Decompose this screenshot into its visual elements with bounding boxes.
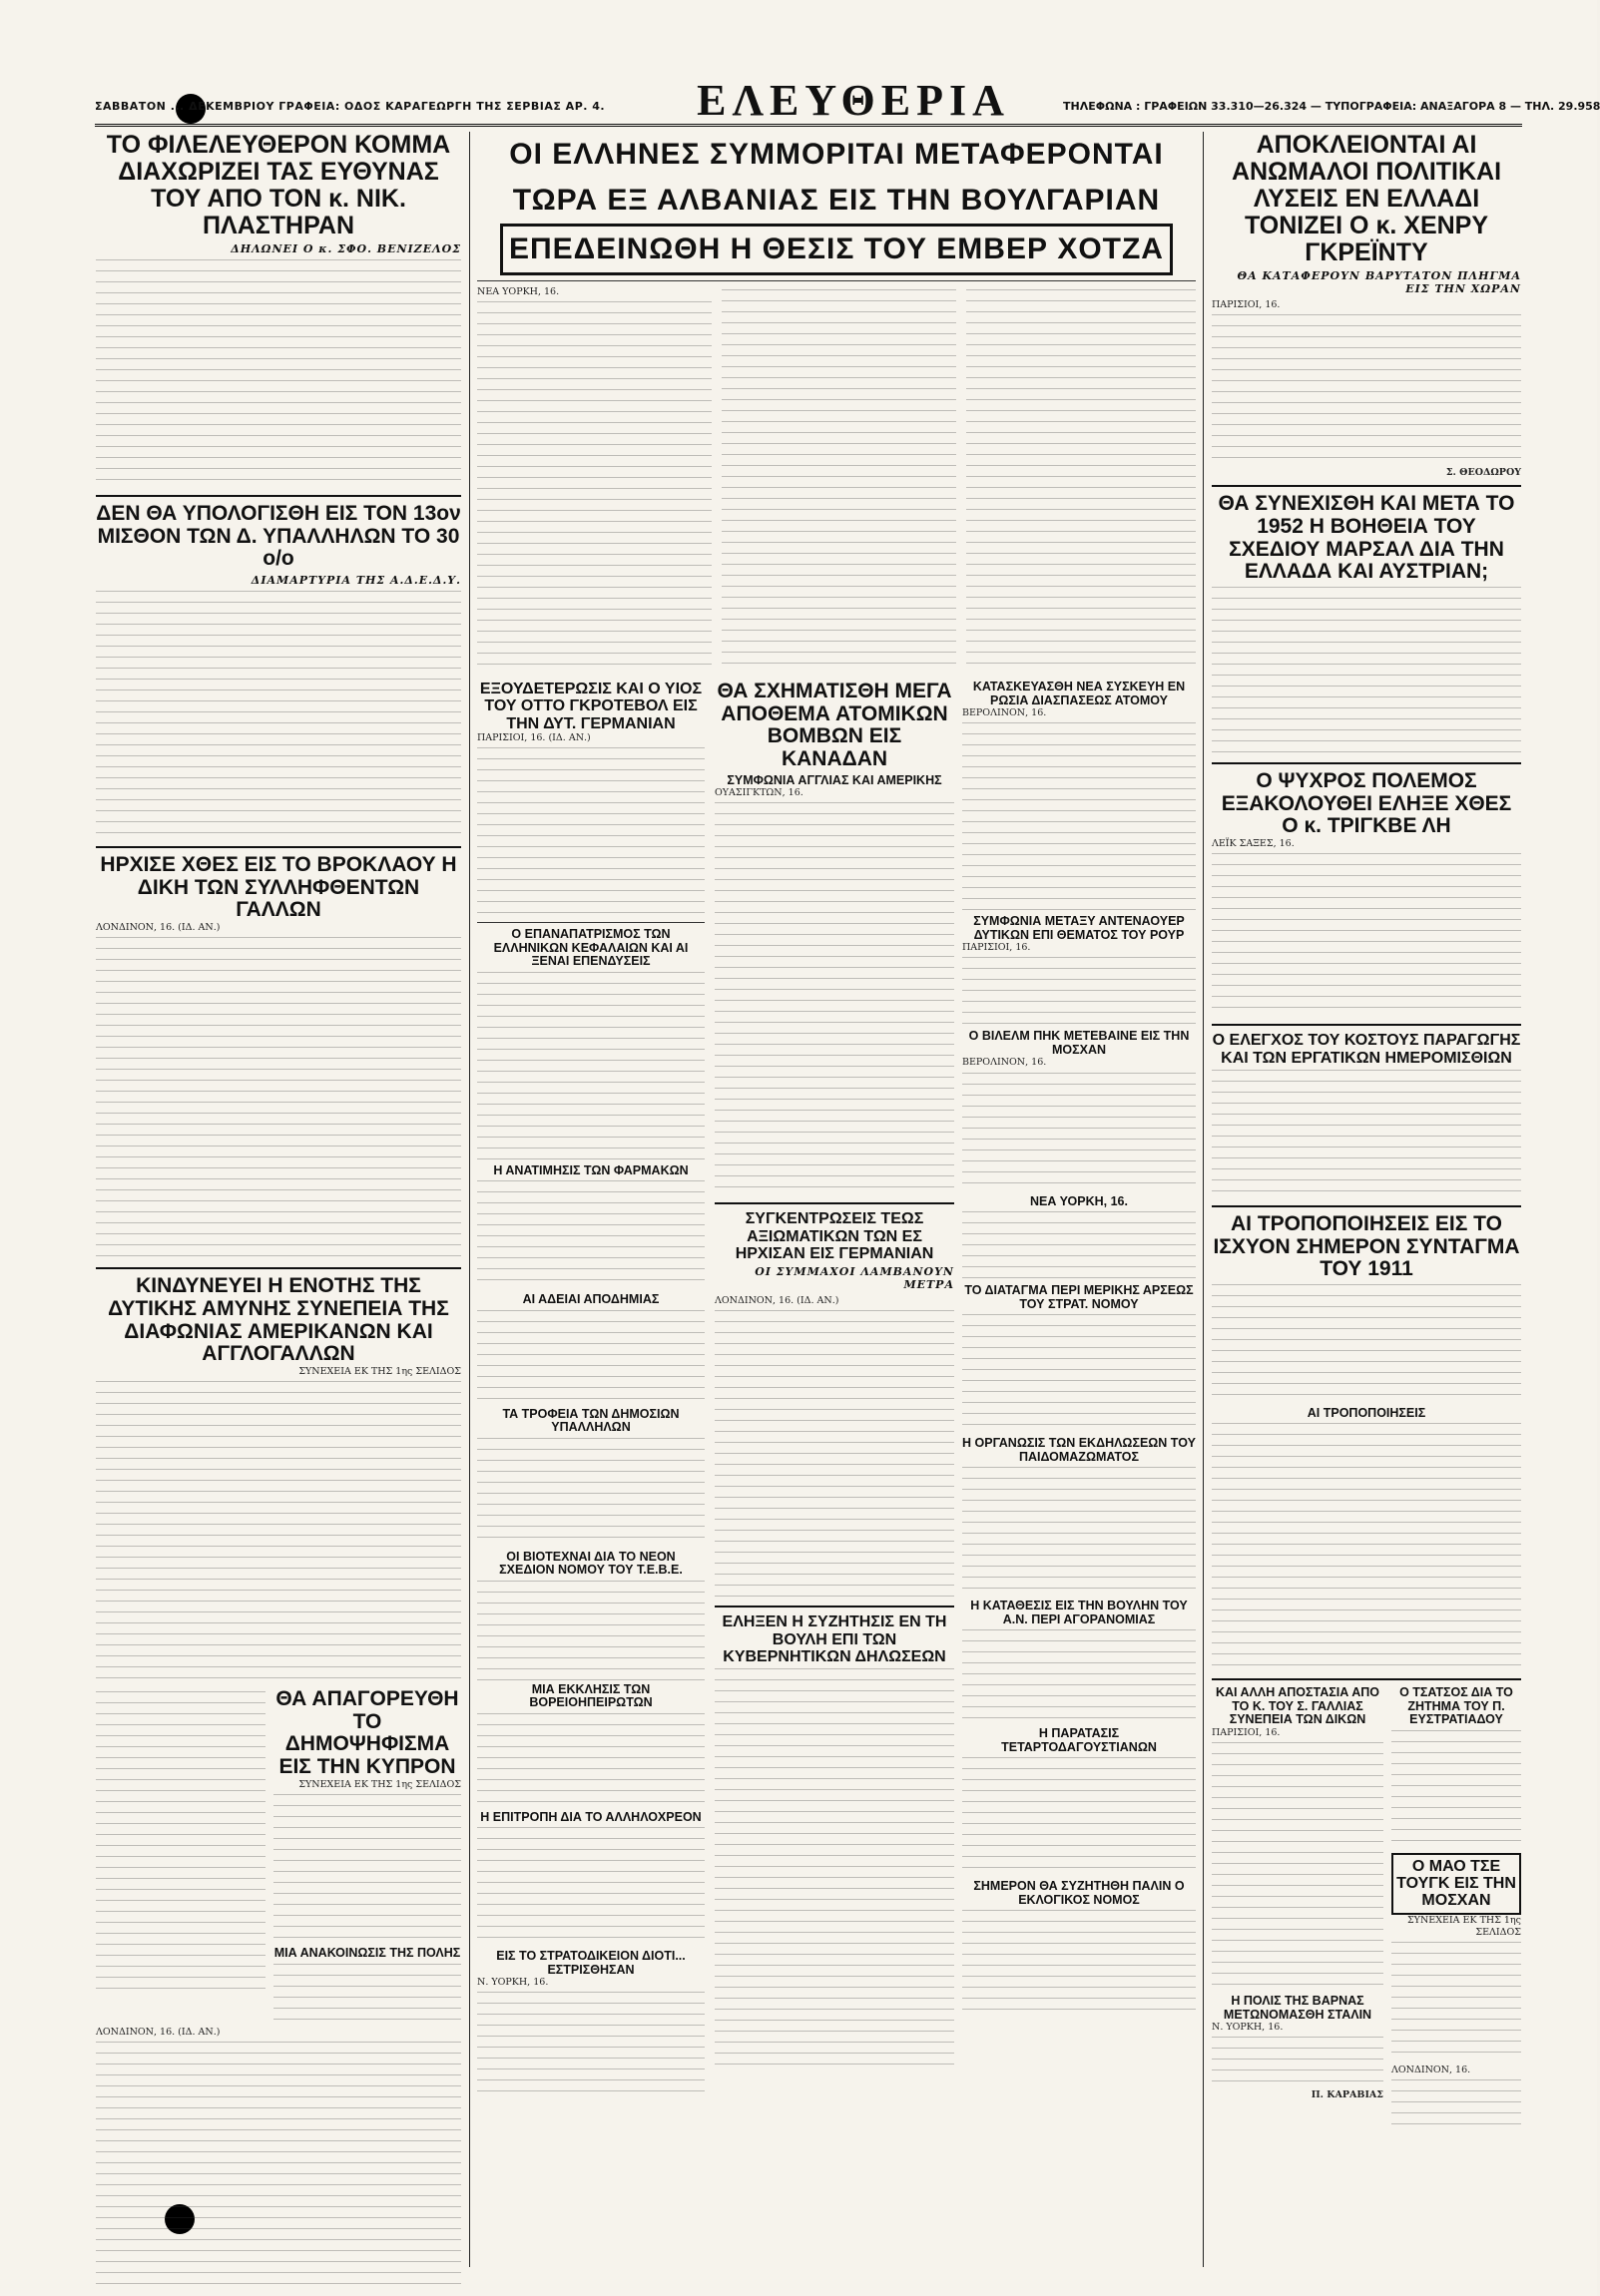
article-body: [715, 1310, 954, 1600]
continued: ΣΥΝΕΧΕΙΑ ΕΚ ΤΗΣ 1ης ΣΕΛΙΔΟΣ: [298, 1778, 461, 1790]
headline: ΚΙΝΔΥΝΕΥΕΙ Η ΕΝΟΤΗΣ ΤΗΣ ΔΥΤΙΚΗΣ ΑΜΥΝΗΣ ΣΥΝΕΠΕΙΑ ΤΗΣ ΔΙΑΦΩΝΙΑΣ ΑΜΕΡΙΚΑΝΩΝ ΚΑΙ ΑΓΓΛΟΓΑΛΛΩΝ: [108, 1274, 449, 1366]
headline: ΣΥΓΚΕΝΤΡΩΣΕΙΣ ΤΕΩΣ ΑΞΙΩΜΑΤΙΚΩΝ ΤΩΝ ΕΣ ΗΡΧΙΣΑΝ ΕΙΣ ΓΕΡΜΑΝΙΑΝ: [735, 1210, 934, 1262]
article-body: [477, 301, 712, 671]
continued: ΣΥΝΕΧΕΙΑ ΕΚ ΤΗΣ 1ης ΣΕΛΙΔΟΣ: [1406, 1914, 1521, 1938]
headline: ΑΙ ΑΔΕΙΑΙ ΑΠΟΔΗΜΙΑΣ: [522, 1292, 660, 1306]
masthead-address: ΣΑΒΒΑΤΟΝ ... ΔΕΚΕΜΒΡΙΟΥ ΓΡΑΦΕΙΑ: ΟΔΟΣ ΚΑΡΑΓΕΩΡΓΗ ΤΗΣ ΣΕΡΒΙΑΣ ΑΡ. 4.: [95, 100, 606, 113]
kicker: ΘΑ ΚΑΤΑΦΕΡΟΥΝ ΒΑΡΥΤΑΤΟΝ ΠΛΗΓΜΑ ΕΙΣ ΤΗΝ ΧΩΡΑΝ: [1237, 269, 1521, 295]
article-body: [96, 259, 461, 489]
headline: ΣΥΜΦΩΝΙΑ ΜΕΤΑΞΥ ΑΝΤΕΝΑΟΥΕΡ ΔΥΤΙΚΩΝ ΕΠΙ ΘΕΜΑΤΟΣ ΤΟΥ ΡΟΥΡ: [973, 914, 1185, 942]
article-body: [962, 1910, 1196, 2020]
article-body: [966, 289, 1196, 671]
headline: Ο ΒΙΛΕΛΜ ΠΗΚ ΜΕΤΕΒΑΙΝΕ ΕΙΣ ΤΗΝ ΜΟΣΧΑΝ: [968, 1029, 1190, 1057]
article-body: [96, 2042, 461, 2291]
article-body: [477, 1438, 705, 1548]
article-body: [1391, 1730, 1521, 1850]
headline: ΚΑΤΑΣΚΕΥΑΣΘΗ ΝΕΑ ΣΥΣΚΕΥΗ ΕΝ ΡΩΣΙΑ ΔΙΑΣΠΑΣΕΩΣ ΑΤΟΜΟΥ: [972, 680, 1186, 707]
headline: Η ΕΠΙΤΡΟΠΗ ΔΙΑ ΤΟ ΑΛΛΗΛΟΧΡΕΟΝ: [480, 1809, 702, 1824]
dateline: ΒΕΡΟΛΙΝΟΝ, 16.: [962, 1057, 1047, 1069]
article-body: [96, 937, 461, 1261]
column-center-right: [962, 681, 1196, 2023]
subhead: ΣΥΜΦΩΝΙΑ ΑΓΓΛΙΑΣ ΚΑΙ ΑΜΕΡΙΚΗΣ: [727, 772, 942, 787]
masthead-bar: [95, 76, 1600, 127]
article-body: [1391, 1942, 1521, 2062]
headline: ΘΑ ΣΧΗΜΑΤΙΣΘΗ ΜΕΓΑ ΑΠΟΘΕΜΑ ΑΤΟΜΙΚΩΝ ΒΟΜΒΩΝ ΕΙΣ ΚΑΝΑΔΑΝ: [717, 680, 952, 771]
dateline: ΒΕΡΟΛΙΝΟΝ, 16.: [962, 707, 1047, 718]
dateline: ΛΟΝΔΙΝΟΝ, 16. (ΙΔ. ΑΝ.): [96, 2026, 221, 2038]
headline: ΑΙ ΤΡΟΠΟΠΟΙΗΣΕΙΣ ΕΙΣ ΤΟ ΙΣΧΥΟΝ ΣΗΜΕΡΟΝ ΣΥΝΤΑΓΜΑ ΤΟΥ 1911: [1213, 1211, 1520, 1281]
article-body: [1212, 1742, 1383, 1992]
subhead: ΜΙΑ ΑΝΑΚΟΙΝΩΣΙΣ ΤΗΣ ΠΟΛΗΣ: [273, 1946, 461, 1961]
kicker: ΟΙ ΣΥΜΜΑΧΟΙ ΛΑΜΒΑΝΟΥΝ ΜΕΤΡΑ: [755, 1265, 954, 1292]
lead-headline-3: ΕΠΕΔΕΙΝΩΘΗ Η ΘΕΣΙΣ ΤΟΥ ΕΜΒΕΡ ΧΟΤΖΑ: [477, 224, 1196, 275]
masthead-phones: ΤΗΛΕΦΩΝΑ : ΓΡΑΦΕΙΩΝ 33.310—26.324 — ΤΥΠΟΓΡΑΦΕΙΑ: ΑΝΑΞΑΓΟΡΑ 8 — ΤΗΛ. 29.958: [1063, 100, 1600, 113]
article-body: [477, 1827, 705, 1947]
newspaper-title: ΕΛΕΥΘΕΡΙΑ: [697, 76, 1010, 125]
column-rule: [1203, 132, 1204, 2267]
dateline: ΠΑΡΙΣΙΟΙ, 16.: [1212, 299, 1281, 310]
headline: Ο ΕΛΕΓΧΟΣ ΤΟΥ ΚΟΣΤΟΥΣ ΠΑΡΑΓΩΓΗΣ ΚΑΙ ΤΩΝ ΕΡΓΑΤΙΚΩΝ ΗΜΕΡΟΜΙΣΘΙΩΝ: [1212, 1032, 1521, 1067]
article-body: [96, 1381, 461, 1685]
dateline: ΛΕΪΚ ΣΑΞΕΣ, 16.: [1212, 838, 1295, 850]
dateline: ΟΥΑΣΙΓΚΤΩΝ, 16.: [715, 787, 803, 799]
column-center-left: [477, 681, 705, 2104]
headline: ΚΑΙ ΑΛΛΗ ΑΠΟΣΤΑΣΙΑ ΑΠΟ ΤΟ Κ. ΤΟΥ Σ. ΓΑΛΛΙΑΣ ΣΥΝΕΠΕΙΑ ΤΩΝ ΔΙΚΩΝ: [1215, 1685, 1380, 1727]
headline: Η ΠΑΡΑΤΑΣΙΣ ΤΕΤΑΡΤΟΔΑΓΟΥΣΤΙΑΝΩΝ: [1001, 1726, 1157, 1754]
subhead: ΑΙ ΤΡΟΠΟΠΟΙΗΣΕΙΣ: [1307, 1405, 1426, 1420]
headline: ΕΞΟΥΔΕΤΕΡΩΣΙΣ ΚΑΙ Ο ΥΙΟΣ ΤΟΥ ΟΤΤΟ ΓΚΡΟΤΕΒΟΛ ΕΙΣ ΤΗΝ ΔΥΤ. ΓΕΡΜΑΝΙΑΝ: [479, 681, 703, 732]
column-center: [715, 681, 954, 2070]
article-body: [477, 1713, 705, 1808]
headline: Ο ΜΑΟ ΤΣΕ ΤΟΥΓΚ ΕΙΣ ΤΗΝ ΜΟΣΧΑΝ: [1391, 1853, 1521, 1915]
article-body: [715, 1668, 954, 2067]
kicker: ΔΙΑΜΑΡΤΥΡΙΑ ΤΗΣ Α.Δ.Ε.Δ.Υ.: [251, 574, 461, 588]
column-rule: [469, 132, 470, 2267]
article-body: [1391, 2079, 1521, 2129]
headline: Ο ΤΣΑΤΣΟΣ ΔΙΑ ΤΟ ΖΗΤΗΜΑ ΤΟΥ Π. ΕΥΣΤΡΑΤΙΑΔΟΥ: [1399, 1685, 1513, 1727]
article-body: [962, 1073, 1196, 1192]
dateline: Ν. ΥΟΡΚΗ, 16.: [477, 1977, 549, 1988]
article-body: [477, 972, 705, 1161]
headline: Ο ΕΠΑΝΑΠΑΤΡΙΣΜΟΣ ΤΩΝ ΕΛΛΗΝΙΚΩΝ ΚΕΦΑΛΑΙΩΝ ΚΑΙ ΑΙ ΞΕΝΑΙ ΕΠΕΝΔΥΣΕΙΣ: [493, 927, 689, 968]
headline: Η ΟΡΓΑΝΩΣΙΣ ΤΩΝ ΕΚΔΗΛΩΣΕΩΝ ΤΟΥ ΠΑΙΔΟΜΑΖΩΜΑΤΟΣ: [962, 1436, 1196, 1464]
article-body: [722, 289, 956, 671]
article-body: [962, 1467, 1196, 1597]
headline: ΟΙ ΒΙΟΤΕΧΝΑΙ ΔΙΑ ΤΟ ΝΕΟΝ ΣΧΕΔΙΟΝ ΝΟΜΟΥ ΤΟΥ Τ.Ε.Β.Ε.: [499, 1549, 683, 1577]
kicker: ΔΗΛΩΝΕΙ Ο κ. ΣΦΟ. ΒΕΝΙΖΕΛΟΣ: [231, 242, 461, 255]
article-body: [962, 1629, 1196, 1724]
article-body: [1212, 314, 1521, 464]
headline: ΑΠΟΚΛΕΙΟΝΤΑΙ ΑΙ ΑΝΩΜΑΛΟΙ ΠΟΛΙΤΙΚΑΙ ΛΥΣΕΙΣ ΕΝ ΕΛΛΑΔΙ ΤΟΝΙΖΕΙ Ο κ. ΧΕΝΡΥ ΓΚΡΕΪΝΤΥ: [1231, 131, 1502, 266]
article-body: [1212, 853, 1521, 1018]
headline: ΕΙΣ ΤΟ ΣΤΡΑΤΟΔΙΚΕΙΟΝ ΔΙΟΤΙ... ΕΣΤΡΙΣΘΗΣΑΝ: [496, 1949, 686, 1977]
headline: ΤΟ ΦΙΛΕΛΕΥΘΕΡΟΝ ΚΟΜΜΑ ΔΙΑΧΩΡΙΖΕΙ ΤΑΣ ΕΥΘΥΝΑΣ ΤΟΥ ΑΠΟ ΤΟΝ κ. ΝΙΚ. ΠΛΑΣΤΗΡΑΝ: [106, 131, 451, 239]
article-body: [1212, 587, 1521, 756]
article-body: [96, 1691, 266, 1991]
article-body: [477, 1180, 705, 1290]
dateline: Ν. ΥΟΡΚΗ, 16.: [1212, 2022, 1284, 2034]
headline: ΣΗΜΕΡΟΝ ΘΑ ΣΥΖΗΤΗΘΗ ΠΑΛΙΝ Ο ΕΚΛΟΓΙΚΟΣ ΝΟΜΟΣ: [973, 1879, 1185, 1907]
headline: ΤΑ ΤΡΟΦΕΙΑ ΤΩΝ ΔΗΜΟΣΙΩΝ ΥΠΑΛΛΗΛΩΝ: [502, 1406, 680, 1434]
dateline: ΠΑΡΙΣΙΟΙ, 16.: [1212, 1726, 1281, 1738]
article-body: [477, 747, 705, 917]
headline: ΜΙΑ ΕΚΚΛΗΣΙΣ ΤΩΝ ΒΟΡΕΙΟΗΠΕΙΡΩΤΩΝ: [529, 1681, 653, 1709]
dateline: ΠΑΡΙΣΙΟΙ, 16.: [962, 942, 1031, 954]
headline: ΔΕΝ ΘΑ ΥΠΟΛΟΓΙΣΘΗ ΕΙΣ ΤΟΝ 13ον ΜΙΣΘΟΝ ΤΩΝ Δ. ΥΠΑΛΛΗΛΩΝ ΤΟ 30 ο/ο: [96, 502, 461, 571]
headline: Η ΚΑΤΑΘΕΣΙΣ ΕΙΣ ΤΗΝ ΒΟΥΛΗΝ ΤΟΥ Α.Ν. ΠΕΡΙ ΑΓΟΡΑΝΟΜΙΑΣ: [970, 1599, 1188, 1626]
lead-story: [477, 132, 1196, 674]
headline: ΘΑ ΑΠΑΓΟΡΕΥΘΗ ΤΟ ΔΗΜΟΨΗΦΙΣΜΑ ΕΙΣ ΤΗΝ ΚΥΠΡΟΝ: [275, 1687, 459, 1779]
article-body: [962, 957, 1196, 1027]
article-body: [1212, 2037, 1383, 2086]
dateline: ΝΕΑ ΥΟΡΚΗ, 16.: [1030, 1193, 1128, 1208]
article-body: [962, 1757, 1196, 1877]
dateline: ΛΟΝΔΙΝΟΝ, 16.: [1391, 2065, 1471, 2076]
dateline: ΛΟΝΔΙΝΟΝ, 16. (ΙΔ. ΑΝ.): [96, 922, 221, 934]
byline: Σ. ΘΕΟΔΩΡΟΥ: [1445, 467, 1521, 479]
headline: ΕΛΗΞΕΝ Η ΣΥΖΗΤΗΣΙΣ ΕΝ ΤΗ ΒΟΥΛΗ ΕΠΙ ΤΩΝ ΚΥΒΕΡΝΗΤΙΚΩΝ ΔΗΛΩΣΕΩΝ: [722, 1613, 947, 1665]
article-body: [96, 591, 461, 840]
headline: ΤΟ ΔΙΑΤΑΓΜΑ ΠΕΡΙ ΜΕΡΙΚΗΣ ΑΡΣΕΩΣ ΤΟΥ ΣΤΡΑΤ. ΝΟΜΟΥ: [964, 1283, 1194, 1311]
byline: Π. ΚΑΡΑΒΙΑΣ: [1311, 2089, 1383, 2101]
dateline: ΠΑΡΙΣΙΟΙ, 16. (ΙΔ. ΑΝ.): [477, 731, 591, 743]
headline: Η ΠΟΛΙΣ ΤΗΣ ΒΑΡΝΑΣ ΜΕΤΩΝΟΜΑΣΘΗ ΣΤΑΛΙΝ: [1223, 1994, 1372, 2022]
continued: ΣΥΝΕΧΕΙΑ ΕΚ ΤΗΣ 1ης ΣΕΛΙΔΟΣ: [298, 1365, 461, 1377]
lead-headline-2: ΤΩΡΑ ΕΞ ΑΛΒΑΝΙΑΣ ΕΙΣ ΤΗΝ ΒΟΥΛΓΑΡΙΑΝ: [512, 184, 1161, 217]
article-body: [1212, 1070, 1521, 1199]
column-right: [1212, 132, 1521, 2132]
article-body: [1212, 1423, 1521, 1672]
dateline: ΛΟΝΔΙΝΟΝ, 16. (ΙΔ. ΑΝ.): [715, 1295, 839, 1307]
headline: ΘΑ ΣΥΝΕΧΙΣΘΗ ΚΑΙ ΜΕΤΑ ΤΟ 1952 Η ΒΟΗΘΕΙΑ ΤΟΥ ΣΧΕΔΙΟΥ ΜΑΡΣΑΛ ΔΙΑ ΤΗΝ ΕΛΛΑΔΑ ΚΑΙ ΑΥΣΤΡΙΑΝ;: [1218, 492, 1515, 584]
article-body: [962, 722, 1196, 912]
lead-headline-1: ΟΙ ΕΛΛΗΝΕΣ ΣΥΜΜΟΡΙΤΑΙ ΜΕΤΑΦΕΡΟΝΤΑΙ: [509, 138, 1164, 171]
headline: Η ΑΝΑΤΙΜΗΣΙΣ ΤΩΝ ΦΑΡΜΑΚΩΝ: [493, 1162, 689, 1177]
article-body: [715, 802, 954, 1196]
article-body: [962, 1314, 1196, 1434]
headline: ΗΡΧΙΣΕ ΧΘΕΣ ΕΙΣ ΤΟ ΒΡΟΚΛΑΟΥ Η ΔΙΚΗ ΤΩΝ ΣΥΛΛΗΦΘΕΝΤΩΝ ΓΑΛΛΩΝ: [100, 853, 457, 922]
article-body: [1212, 1284, 1521, 1404]
headline: Ο ΨΥΧΡΟΣ ΠΟΛΕΜΟΣ ΕΞΑΚΟΛΟΥΘΕΙ ΕΛΗΞΕ ΧΘΕΣ Ο κ. ΤΡΙΓΚΒΕ ΛΗ: [1221, 769, 1512, 838]
article-body: [477, 1310, 705, 1405]
article-body: [273, 1794, 461, 1944]
column-left: [96, 132, 461, 2294]
dateline: ΝΕΑ ΥΟΡΚΗ, 16.: [477, 286, 560, 297]
article-body: [273, 1964, 461, 2024]
article-body: [477, 1992, 705, 2101]
article-body: [962, 1211, 1196, 1281]
article-body: [477, 1581, 705, 1680]
